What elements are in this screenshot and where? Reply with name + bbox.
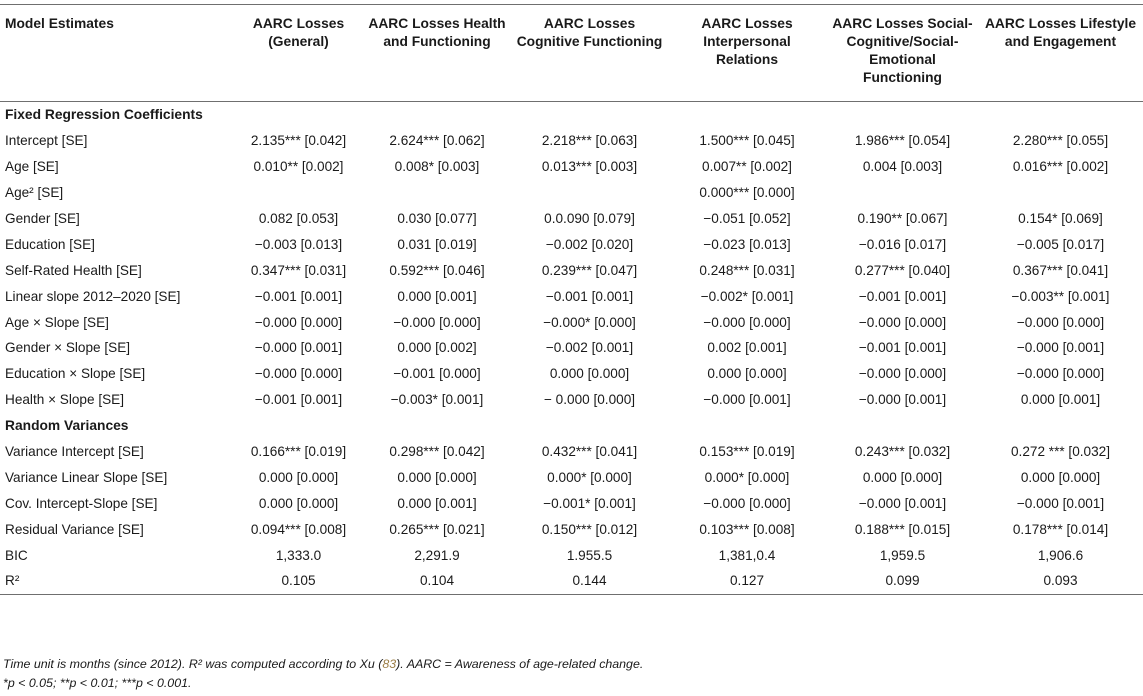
table-row xyxy=(0,516,1143,542)
table-cell: 0.030 [0.077] xyxy=(397,211,477,226)
table-cell: 0.298*** [0.042] xyxy=(389,444,485,460)
table-cell: −0.000 [0.001] xyxy=(1016,495,1105,511)
table-cell: −0.000 [0.001] xyxy=(1016,340,1105,356)
table-cell: 0.239*** [0.047] xyxy=(541,262,638,278)
table-cell: 0.010** [0.002] xyxy=(253,159,344,175)
table-cell: 0.094*** [0.008] xyxy=(250,521,347,537)
table-body xyxy=(0,102,1143,595)
row-label: Education [SE] xyxy=(5,236,95,252)
table-cell: 0.002 [0.001] xyxy=(707,340,787,356)
table-cell: −0.000* [0.000] xyxy=(543,314,636,330)
table-cell: 0.000* [0.000] xyxy=(704,469,790,485)
table-cell: −0.000 [0.001] xyxy=(703,392,791,408)
table-cell: −0.001 [0.000] xyxy=(393,366,481,382)
table-cell: −0.001* [0.001] xyxy=(543,495,636,511)
table-cell xyxy=(512,180,667,206)
table-cell: 0.272 *** [0.032] xyxy=(1010,444,1110,460)
table-cell: 0.099 xyxy=(885,573,920,589)
table-cell: 0.000*** [0.000] xyxy=(699,185,795,201)
table-cell: 2.135*** [0.042] xyxy=(250,133,347,149)
table-row xyxy=(0,335,1143,361)
table-cell: 0.154* [0.069] xyxy=(1018,211,1103,226)
table-cell: 0.000 [0.000] xyxy=(707,366,787,382)
table-cell: 0.082 [0.053] xyxy=(258,211,339,226)
table-row xyxy=(0,128,1143,154)
table-cell: 0.000 [0.000] xyxy=(258,469,339,485)
table-cell: 0.103*** [0.008] xyxy=(699,521,795,537)
table-cell: −0.000 [0.001] xyxy=(858,495,947,511)
table-cell: 0.190** [0.067] xyxy=(857,211,948,226)
row-label: Age × Slope [SE] xyxy=(5,314,109,330)
table-cell: −0.000 [0.000] xyxy=(703,495,791,511)
table-row xyxy=(0,361,1143,387)
row-label: Self-Rated Health [SE] xyxy=(5,262,142,278)
table-cell: −0.051 [0.052] xyxy=(703,211,791,226)
table-cell: 0.277*** [0.040] xyxy=(854,262,951,278)
table-cell: 0.592*** [0.046] xyxy=(389,262,485,278)
table-cell: 2.218*** [0.063] xyxy=(541,133,638,149)
table-cell: −0.001 [0.001] xyxy=(858,340,947,356)
column-header: AARC Losses Cognitive Functioning xyxy=(516,16,663,49)
table-cell: −0.005 [0.017] xyxy=(1016,236,1105,252)
table-cell: −0.001 [0.001] xyxy=(254,288,343,304)
section-header-row xyxy=(0,102,1143,128)
table-cell: 1,959.5 xyxy=(879,547,926,563)
table-cell: 0.105 xyxy=(281,573,316,589)
row-label: Cov. Intercept-Slope [SE] xyxy=(5,495,158,511)
table-cell: −0.001 [0.001] xyxy=(858,288,947,304)
table-cell: −0.001 [0.001] xyxy=(545,288,634,304)
table-cell: 0.367*** [0.041] xyxy=(1012,262,1109,278)
note-text: ). AARC = Awareness of age-related change. xyxy=(396,657,644,671)
table-cell: 1.986*** [0.054] xyxy=(854,133,951,149)
table-cell: 2.624*** [0.062] xyxy=(389,133,485,149)
row-label: Health × Slope [SE] xyxy=(5,392,125,408)
table-cell: −0.003* [0.001] xyxy=(390,392,484,408)
row-label: Gender [SE] xyxy=(5,211,80,226)
table-cell: 1,381,0.4 xyxy=(718,547,776,563)
table-cell: −0.002 [0.020] xyxy=(545,236,634,252)
row-label: Linear slope 2012–2020 [SE] xyxy=(5,288,181,304)
table-cell: 0.178*** [0.014] xyxy=(1012,521,1109,537)
table-cell: −0.000 [0.000] xyxy=(1016,314,1105,330)
row-label: Variance Linear Slope [SE] xyxy=(5,469,168,485)
table-cell: 0.153*** [0.019] xyxy=(699,444,795,460)
table-cell: 0.0.090 [0.079] xyxy=(544,211,635,226)
table-cell: 1.500*** [0.045] xyxy=(699,133,795,149)
row-label: Variance Intercept [SE] xyxy=(5,444,144,460)
row-label: Age² [SE] xyxy=(5,185,64,201)
table-cell: 0.000 [0.000] xyxy=(397,469,477,485)
table-cell: 0.104 xyxy=(419,573,455,589)
table-cell xyxy=(978,180,1143,206)
column-header: Model Estimates xyxy=(5,16,114,31)
table-cell: −0.003** [0.001] xyxy=(1011,288,1110,304)
table-cell: 2,291.9 xyxy=(414,547,460,563)
section-header-row xyxy=(0,413,1143,439)
citation-link[interactable]: 83 xyxy=(382,657,397,671)
table-cell: 0.000 [0.001] xyxy=(397,495,477,511)
table-row xyxy=(0,490,1143,516)
table-row xyxy=(0,154,1143,180)
table-cell: 0.004 [0.003] xyxy=(862,159,943,175)
note-text: Time unit is months (since 2012). R² was computed according to Xu ( xyxy=(3,657,383,671)
model-estimates-table xyxy=(0,4,1143,595)
table-cell: 0.127 xyxy=(729,573,765,589)
column-header: AARC Losses Health and Functioning xyxy=(368,16,506,49)
table-cell: −0.023 [0.013] xyxy=(703,236,791,252)
table-cell: 0.000 [0.001] xyxy=(1020,392,1101,408)
table-row xyxy=(0,257,1143,283)
table-cell: −0.000 [0.000] xyxy=(858,314,947,330)
table-cell: 0.000 [0.000] xyxy=(1020,469,1101,485)
table-cell: 0.347*** [0.031] xyxy=(250,262,347,278)
table-cell: 1.955.5 xyxy=(566,547,613,563)
table-cell: −0.001 [0.001] xyxy=(254,392,343,408)
table-cell: −0.002 [0.001] xyxy=(545,340,634,356)
table-row xyxy=(0,387,1143,413)
table-cell: 2.280*** [0.055] xyxy=(1012,133,1109,149)
note-line-2: *p < 0.05; **p < 0.01; ***p < 0.001. xyxy=(3,676,192,690)
table-cell: 1,333.0 xyxy=(275,547,322,563)
table-cell: −0.000 [0.000] xyxy=(393,314,481,330)
row-label: BIC xyxy=(5,547,28,563)
table-cell: −0.000 [0.000] xyxy=(254,314,343,330)
table-row xyxy=(0,231,1143,257)
table-cell: −0.000 [0.000] xyxy=(1016,366,1105,382)
table-cell: −0.000 [0.001] xyxy=(858,392,947,408)
section-title: Random Variances xyxy=(5,418,129,434)
row-label: Age [SE] xyxy=(5,159,59,175)
table-cell: − 0.000 [0.000] xyxy=(543,392,636,408)
note-line-1 xyxy=(3,655,643,674)
table-row xyxy=(0,542,1143,568)
column-header: AARC Losses Lifestyle and Engagement xyxy=(984,16,1137,49)
table-cell: 1,906.6 xyxy=(1037,547,1084,563)
table-row xyxy=(0,309,1143,335)
table-cell: −0.002* [0.001] xyxy=(700,288,794,304)
table-row xyxy=(0,439,1143,465)
row-label: R² xyxy=(5,573,20,589)
table-cell: 0.265*** [0.021] xyxy=(389,521,485,537)
row-label: Education × Slope [SE] xyxy=(5,366,146,382)
table-cell: 0.248*** [0.031] xyxy=(699,262,795,278)
table-cell: 0.000 [0.000] xyxy=(549,366,630,382)
table-notes xyxy=(3,655,643,693)
table-row xyxy=(0,180,1143,206)
column-header: AARC Losses (General) xyxy=(252,16,345,49)
column-header: AARC Losses Social-Cognitive/Social-Emotional Functioning xyxy=(832,16,973,85)
table-cell: −0.016 [0.017] xyxy=(858,236,947,252)
table-cell: −0.000 [0.000] xyxy=(703,314,791,330)
section-title: Fixed Regression Coefficients xyxy=(5,107,203,123)
table-cell: 0.243*** [0.032] xyxy=(854,444,951,460)
header-row xyxy=(0,5,1143,102)
table-cell: −0.000 [0.000] xyxy=(254,366,343,382)
table-cell: 0.000* [0.000] xyxy=(547,469,632,485)
table-cell xyxy=(362,180,512,206)
row-label: Gender × Slope [SE] xyxy=(5,340,131,356)
table-cell: 0.000 [0.001] xyxy=(397,288,477,304)
table-cell: 0.016*** [0.002] xyxy=(1012,159,1109,175)
table-cell: 0.007** [0.002] xyxy=(702,159,792,175)
table-cell: 0.432*** [0.041] xyxy=(541,444,638,460)
column-header: AARC Losses Interpersonal Relations xyxy=(701,16,793,67)
table-cell: 0.150*** [0.012] xyxy=(541,521,638,537)
table-cell: 0.000 [0.000] xyxy=(862,469,943,485)
table-cell: 0.031 [0.019] xyxy=(397,236,477,252)
table-cell: −0.003 [0.013] xyxy=(254,236,343,252)
table-cell: 0.144 xyxy=(572,573,607,589)
table-cell: 0.188*** [0.015] xyxy=(854,521,951,537)
table-cell: 0.008* [0.003] xyxy=(394,159,480,175)
table-cell: 0.000 [0.002] xyxy=(397,340,477,356)
table-cell: 0.093 xyxy=(1043,573,1078,589)
table-cell: 0.166*** [0.019] xyxy=(250,444,347,460)
table-cell: 0.000 [0.000] xyxy=(258,495,339,511)
row-label: Residual Variance [SE] xyxy=(5,521,144,537)
table-cell xyxy=(235,180,362,206)
table-row xyxy=(0,464,1143,490)
table-row xyxy=(0,568,1143,594)
table-cell xyxy=(827,180,978,206)
table-row xyxy=(0,283,1143,309)
table-cell: −0.000 [0.001] xyxy=(254,340,343,356)
table-cell: 0.013*** [0.003] xyxy=(541,159,638,175)
table-cell: −0.000 [0.000] xyxy=(858,366,947,382)
table-row xyxy=(0,206,1143,232)
row-label: Intercept [SE] xyxy=(5,133,88,149)
